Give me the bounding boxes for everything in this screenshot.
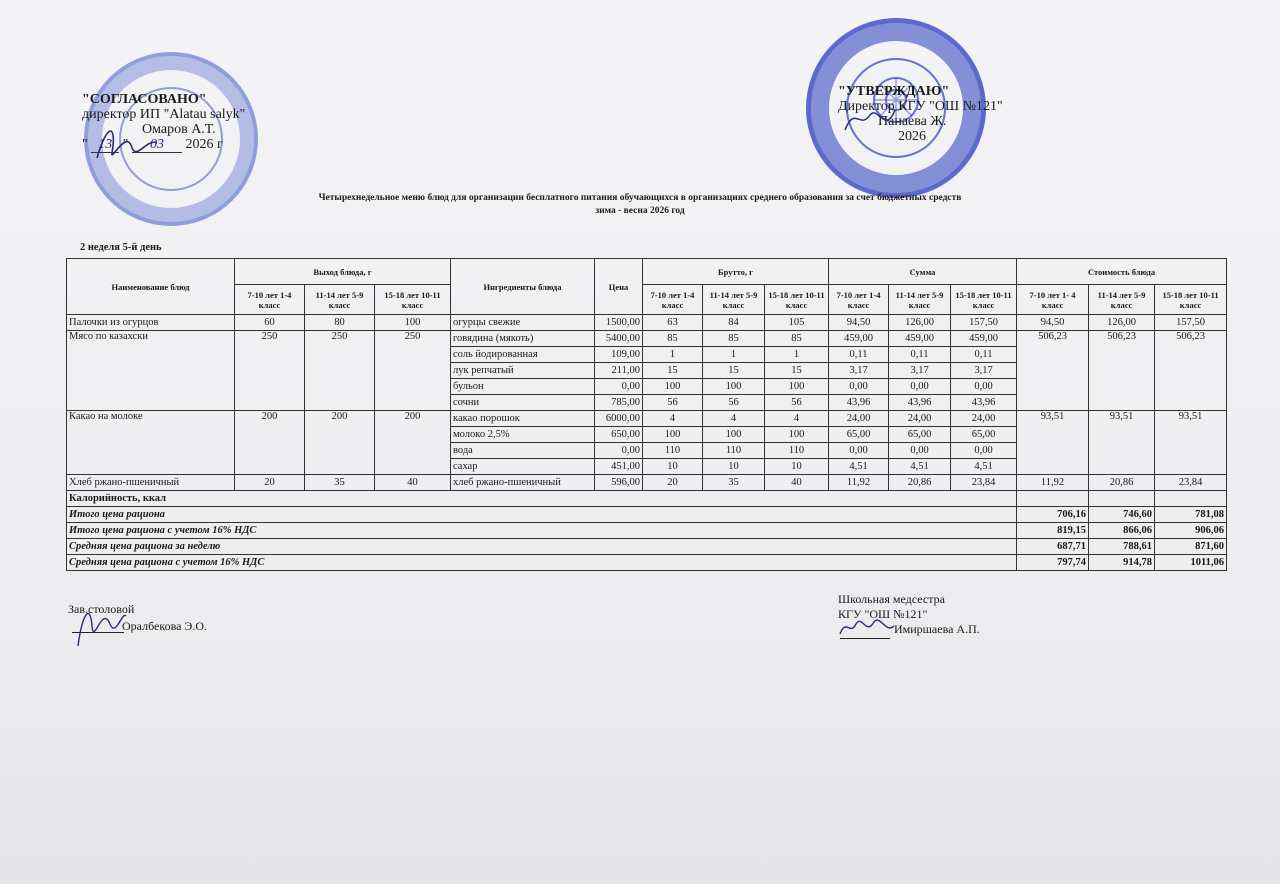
ingredient: огурцы свежие bbox=[451, 315, 595, 331]
date-quote-close: " bbox=[122, 137, 129, 152]
total-value-3: 1011,06 bbox=[1155, 555, 1227, 571]
ingredient: соль йодированная bbox=[451, 347, 595, 363]
total-value-1: 706,16 bbox=[1017, 507, 1089, 523]
date-year: 2026 г bbox=[185, 137, 223, 152]
brutto-3: 110 bbox=[765, 443, 829, 459]
header-cost-age1: 7-10 лет 1- 4 класс bbox=[1017, 285, 1089, 315]
title-line-2: зима - весна 2026 год bbox=[595, 206, 685, 216]
ingredient: молоко 2,5% bbox=[451, 427, 595, 443]
header-sum-age2: 11-14 лет 5-9 класс bbox=[889, 285, 951, 315]
output-1: 250 bbox=[235, 331, 305, 411]
output-3: 100 bbox=[375, 315, 451, 331]
total-value-3: 871,60 bbox=[1155, 539, 1227, 555]
sum-2: 20,86 bbox=[889, 475, 951, 491]
ingredient: какао порошок bbox=[451, 411, 595, 427]
total-row bbox=[67, 523, 1227, 539]
header-output-age1: 7-10 лет 1-4 класс bbox=[235, 285, 305, 315]
brutto-1: 100 bbox=[643, 379, 703, 395]
brutto-3: 1 bbox=[765, 347, 829, 363]
header-brutto-age1: 7-10 лет 1-4 класс bbox=[643, 285, 703, 315]
brutto-2: 100 bbox=[703, 427, 765, 443]
table-row bbox=[67, 331, 1227, 347]
brutto-3: 4 bbox=[765, 411, 829, 427]
table-row bbox=[67, 475, 1227, 491]
table-row bbox=[67, 315, 1227, 331]
signature-footer-left-icon bbox=[70, 596, 130, 652]
sum-1: 65,00 bbox=[829, 427, 889, 443]
output-3: 250 bbox=[375, 331, 451, 411]
cost-2: 506,23 bbox=[1089, 331, 1155, 411]
total-label: Итого цена рациона с учетом 16% НДС bbox=[67, 523, 1017, 539]
sum-3: 4,51 bbox=[951, 459, 1017, 475]
signature-footer-right-icon bbox=[836, 612, 896, 642]
total-value-3 bbox=[1155, 491, 1227, 507]
total-value-3: 781,08 bbox=[1155, 507, 1227, 523]
sum-1: 94,50 bbox=[829, 315, 889, 331]
approval-right-year: 2026 bbox=[898, 129, 926, 144]
brutto-1: 110 bbox=[643, 443, 703, 459]
cost-2: 20,86 bbox=[1089, 475, 1155, 491]
total-value-1: 687,71 bbox=[1017, 539, 1089, 555]
brutto-1: 100 bbox=[643, 427, 703, 443]
brutto-3: 100 bbox=[765, 379, 829, 395]
date-month: 03 bbox=[132, 137, 182, 153]
total-label: Калорийность, ккал bbox=[67, 491, 1017, 507]
sum-3: 0,00 bbox=[951, 443, 1017, 459]
footer-right-name: Имиршаева А.П. bbox=[894, 622, 980, 636]
sum-3: 157,50 bbox=[951, 315, 1017, 331]
header-output-age2: 11-14 лет 5-9 класс bbox=[305, 285, 375, 315]
date-day: 13 bbox=[91, 137, 119, 153]
brutto-2: 4 bbox=[703, 411, 765, 427]
brutto-2: 15 bbox=[703, 363, 765, 379]
output-1: 60 bbox=[235, 315, 305, 331]
brutto-2: 110 bbox=[703, 443, 765, 459]
total-label: Средняя цена рациона с учетом 16% НДС bbox=[67, 555, 1017, 571]
brutto-3: 56 bbox=[765, 395, 829, 411]
table-row bbox=[67, 411, 1227, 427]
total-row bbox=[67, 539, 1227, 555]
total-label: Средняя цена рациона за неделю bbox=[67, 539, 1017, 555]
ingredient: вода bbox=[451, 443, 595, 459]
total-value-3: 906,06 bbox=[1155, 523, 1227, 539]
sum-1: 459,00 bbox=[829, 331, 889, 347]
header-sum-age3: 15-18 лет 10-11 класс bbox=[951, 285, 1017, 315]
brutto-2: 84 bbox=[703, 315, 765, 331]
sum-1: 0,00 bbox=[829, 379, 889, 395]
sum-1: 3,17 bbox=[829, 363, 889, 379]
brutto-3: 10 bbox=[765, 459, 829, 475]
sum-3: 3,17 bbox=[951, 363, 1017, 379]
footer-right-org: КГУ "ОШ №121" bbox=[838, 607, 928, 621]
header-sum: Сумма bbox=[829, 259, 1017, 285]
sum-1: 43,96 bbox=[829, 395, 889, 411]
title-line-1: Четырехнедельное меню блюд для организации бесплатного питания обучающихся в организациях среднего образования за счет бюджетных средств bbox=[318, 193, 962, 203]
price: 0,00 bbox=[595, 379, 643, 395]
signature-left-icon bbox=[92, 118, 162, 168]
price: 785,00 bbox=[595, 395, 643, 411]
total-row bbox=[67, 555, 1227, 571]
dish-name: Какао на молоке bbox=[67, 411, 235, 475]
ingredient: сахар bbox=[451, 459, 595, 475]
output-2: 200 bbox=[305, 411, 375, 475]
sum-3: 0,00 bbox=[951, 379, 1017, 395]
header-sum-age1: 7-10 лет 1-4 класс bbox=[829, 285, 889, 315]
sum-3: 43,96 bbox=[951, 395, 1017, 411]
price: 6000,00 bbox=[595, 411, 643, 427]
brutto-2: 35 bbox=[703, 475, 765, 491]
brutto-1: 20 bbox=[643, 475, 703, 491]
total-value-2: 746,60 bbox=[1089, 507, 1155, 523]
output-3: 200 bbox=[375, 411, 451, 475]
brutto-1: 15 bbox=[643, 363, 703, 379]
dish-name: Палочки из огурцов bbox=[67, 315, 235, 331]
brutto-3: 105 bbox=[765, 315, 829, 331]
sum-1: 0,00 bbox=[829, 443, 889, 459]
total-value-1 bbox=[1017, 491, 1089, 507]
ingredient: лук репчатый bbox=[451, 363, 595, 379]
cost-3: 93,51 bbox=[1155, 411, 1227, 475]
dish-name: Хлеб ржано-пшеничный bbox=[67, 475, 235, 491]
brutto-3: 85 bbox=[765, 331, 829, 347]
ingredient: хлеб ржано-пшеничный bbox=[451, 475, 595, 491]
header-brutto: Брутто, г bbox=[643, 259, 829, 285]
header-brutto-age2: 11-14 лет 5-9 класс bbox=[703, 285, 765, 315]
footer-left-role: Зав.столовой bbox=[68, 602, 135, 616]
price: 451,00 bbox=[595, 459, 643, 475]
brutto-1: 4 bbox=[643, 411, 703, 427]
total-value-2: 788,61 bbox=[1089, 539, 1155, 555]
output-2: 250 bbox=[305, 331, 375, 411]
header-cost: Стоимость блюда bbox=[1017, 259, 1227, 285]
sum-3: 24,00 bbox=[951, 411, 1017, 427]
header-price: Цена bbox=[595, 259, 643, 315]
sum-2: 4,51 bbox=[889, 459, 951, 475]
sum-3: 65,00 bbox=[951, 427, 1017, 443]
signature-right-icon bbox=[840, 100, 900, 140]
total-row bbox=[67, 491, 1227, 507]
sum-1: 0,11 bbox=[829, 347, 889, 363]
total-label: Итого цена рациона bbox=[67, 507, 1017, 523]
brutto-1: 1 bbox=[643, 347, 703, 363]
sum-2: 65,00 bbox=[889, 427, 951, 443]
cost-2: 93,51 bbox=[1089, 411, 1155, 475]
brutto-2: 10 bbox=[703, 459, 765, 475]
brutto-1: 56 bbox=[643, 395, 703, 411]
cost-1: 94,50 bbox=[1017, 315, 1089, 331]
approval-right-position: Директор КГУ "ОШ №121" bbox=[838, 99, 1003, 114]
document-title bbox=[200, 192, 1080, 218]
approval-right-name: Панаева Ж. bbox=[878, 114, 947, 129]
day-label: 2 неделя 5-й день bbox=[80, 242, 162, 253]
header-name: Наименование блюд bbox=[67, 259, 235, 315]
sum-2: 43,96 bbox=[889, 395, 951, 411]
sum-1: 24,00 bbox=[829, 411, 889, 427]
sum-2: 0,00 bbox=[889, 443, 951, 459]
header-cost-age2: 11-14 лет 5-9 класс bbox=[1089, 285, 1155, 315]
header-ingredients: Ингредиенты блюда bbox=[451, 259, 595, 315]
price: 1500,00 bbox=[595, 315, 643, 331]
ingredient: сочни bbox=[451, 395, 595, 411]
brutto-3: 15 bbox=[765, 363, 829, 379]
cost-3: 23,84 bbox=[1155, 475, 1227, 491]
sum-2: 459,00 bbox=[889, 331, 951, 347]
cost-3: 506,23 bbox=[1155, 331, 1227, 411]
price: 0,00 bbox=[595, 443, 643, 459]
total-value-2: 866,06 bbox=[1089, 523, 1155, 539]
menu-table bbox=[66, 258, 1227, 571]
brutto-3: 40 bbox=[765, 475, 829, 491]
output-3: 40 bbox=[375, 475, 451, 491]
brutto-3: 100 bbox=[765, 427, 829, 443]
total-value-2 bbox=[1089, 491, 1155, 507]
sum-2: 0,00 bbox=[889, 379, 951, 395]
ingredient: бульон bbox=[451, 379, 595, 395]
brutto-2: 56 bbox=[703, 395, 765, 411]
output-2: 35 bbox=[305, 475, 375, 491]
price: 211,00 bbox=[595, 363, 643, 379]
total-value-1: 819,15 bbox=[1017, 523, 1089, 539]
brutto-1: 63 bbox=[643, 315, 703, 331]
brutto-2: 100 bbox=[703, 379, 765, 395]
sum-2: 24,00 bbox=[889, 411, 951, 427]
output-1: 20 bbox=[235, 475, 305, 491]
brutto-2: 1 bbox=[703, 347, 765, 363]
sum-2: 3,17 bbox=[889, 363, 951, 379]
ingredient: говядина (мякоть) bbox=[451, 331, 595, 347]
header-cost-age3: 15-18 лет 10-11 класс bbox=[1155, 285, 1227, 315]
cost-3: 157,50 bbox=[1155, 315, 1227, 331]
total-value-1: 797,74 bbox=[1017, 555, 1089, 571]
brutto-1: 85 bbox=[643, 331, 703, 347]
total-row bbox=[67, 507, 1227, 523]
sum-1: 4,51 bbox=[829, 459, 889, 475]
cost-1: 11,92 bbox=[1017, 475, 1089, 491]
header-output-age3: 15-18 лет 10-11 класс bbox=[375, 285, 451, 315]
sum-3: 459,00 bbox=[951, 331, 1017, 347]
price: 596,00 bbox=[595, 475, 643, 491]
header-brutto-age3: 15-18 лет 10-11 класс bbox=[765, 285, 829, 315]
sum-1: 11,92 bbox=[829, 475, 889, 491]
sum-3: 23,84 bbox=[951, 475, 1017, 491]
approval-right-label: "УТВЕРЖДАЮ" bbox=[838, 84, 950, 99]
footer-left-name: Оралбекова Э.О. bbox=[122, 619, 208, 633]
brutto-1: 10 bbox=[643, 459, 703, 475]
price: 5400,00 bbox=[595, 331, 643, 347]
sum-2: 126,00 bbox=[889, 315, 951, 331]
cost-1: 506,23 bbox=[1017, 331, 1089, 411]
cost-2: 126,00 bbox=[1089, 315, 1155, 331]
cost-1: 93,51 bbox=[1017, 411, 1089, 475]
price: 650,00 bbox=[595, 427, 643, 443]
approval-left-label: "СОГЛАСОВАНО" bbox=[82, 92, 207, 107]
sum-2: 0,11 bbox=[889, 347, 951, 363]
total-value-2: 914,78 bbox=[1089, 555, 1155, 571]
sum-3: 0,11 bbox=[951, 347, 1017, 363]
approval-left-name: Омаров А.Т. bbox=[142, 122, 216, 137]
output-1: 200 bbox=[235, 411, 305, 475]
date-quote-open: " bbox=[82, 137, 88, 152]
price: 109,00 bbox=[595, 347, 643, 363]
output-2: 80 bbox=[305, 315, 375, 331]
header-output: Выход блюда, г bbox=[235, 259, 451, 285]
approval-left-position: директор ИП "Alatau salyk" bbox=[82, 107, 246, 122]
footer-right-role: Школьная медсестра bbox=[838, 592, 945, 606]
brutto-2: 85 bbox=[703, 331, 765, 347]
dish-name: Мясо по казахски bbox=[67, 331, 235, 411]
